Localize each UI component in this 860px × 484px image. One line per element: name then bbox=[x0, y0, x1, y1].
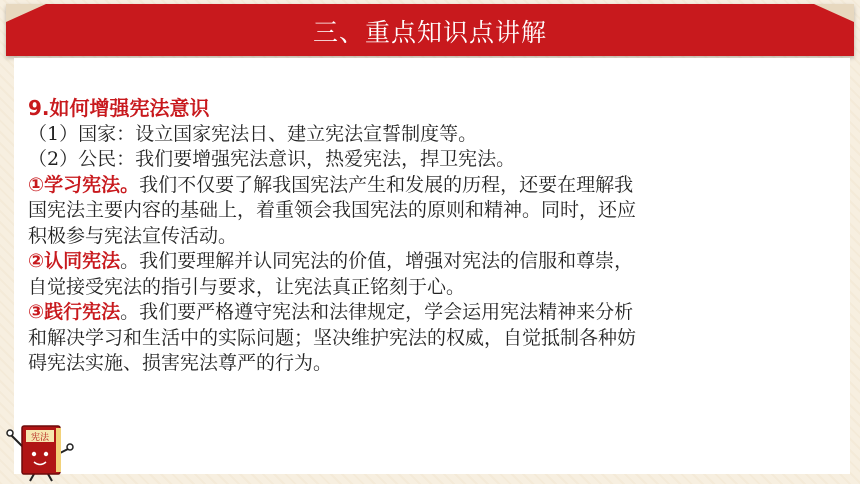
point-practice-lead: ③践行宪法 bbox=[28, 301, 121, 323]
point-practice-line-3: 碍宪法实施、损害宪法尊严的行为。 bbox=[28, 352, 333, 374]
point-practice-line-1 bbox=[28, 300, 836, 326]
page-title: 三、重点知识点讲解 bbox=[312, 18, 547, 47]
point-study-text-1: 我们不仅要了解我国宪法产生和发展的历程，还要在理解我 bbox=[139, 173, 634, 196]
point-practice-text-1: 。我们要严格遵守宪法和法律规定，学会运用宪法精神来分析 bbox=[120, 301, 634, 323]
point-study-line-2: 国宪法主要内容的基础上，着重领会我国宪法的原则和精神。同时，还应 bbox=[28, 199, 637, 221]
citizen-line: （2）公民：我们要增强宪法意识，热爱宪法，捍卫宪法。 bbox=[28, 148, 516, 170]
point-identify-line-2: 自觉接受宪法的指引与要求，让宪法真正铭刻于心。 bbox=[28, 275, 466, 298]
point-study-line-3: 积极参与宪法宣传活动。 bbox=[28, 224, 238, 247]
point-study-line-1 bbox=[28, 173, 836, 199]
point-identify-text-1: 。我们要理解并认同宪法的价值，增强对宪法的信服和尊崇， bbox=[120, 250, 634, 272]
constitution-book-mascot-icon bbox=[4, 418, 74, 482]
section-heading: 9.如何增强宪法意识 bbox=[28, 96, 210, 120]
title-bar bbox=[6, 4, 854, 56]
mascot-book-label: 宪法 bbox=[30, 433, 50, 443]
body-text bbox=[28, 96, 836, 377]
point-identify-lead: ②认同宪法 bbox=[28, 250, 121, 272]
point-identify-line-1 bbox=[28, 249, 836, 275]
state-line: （1）国家：设立国家宪法日、建立宪法宣誓制度等。 bbox=[28, 122, 478, 145]
point-practice-line-2: 和解决学习和生活中的实际问题；坚决维护宪法的权威，自觉抵制各种妨 bbox=[28, 326, 637, 349]
point-study-lead: ①学习宪法。 bbox=[28, 173, 140, 196]
